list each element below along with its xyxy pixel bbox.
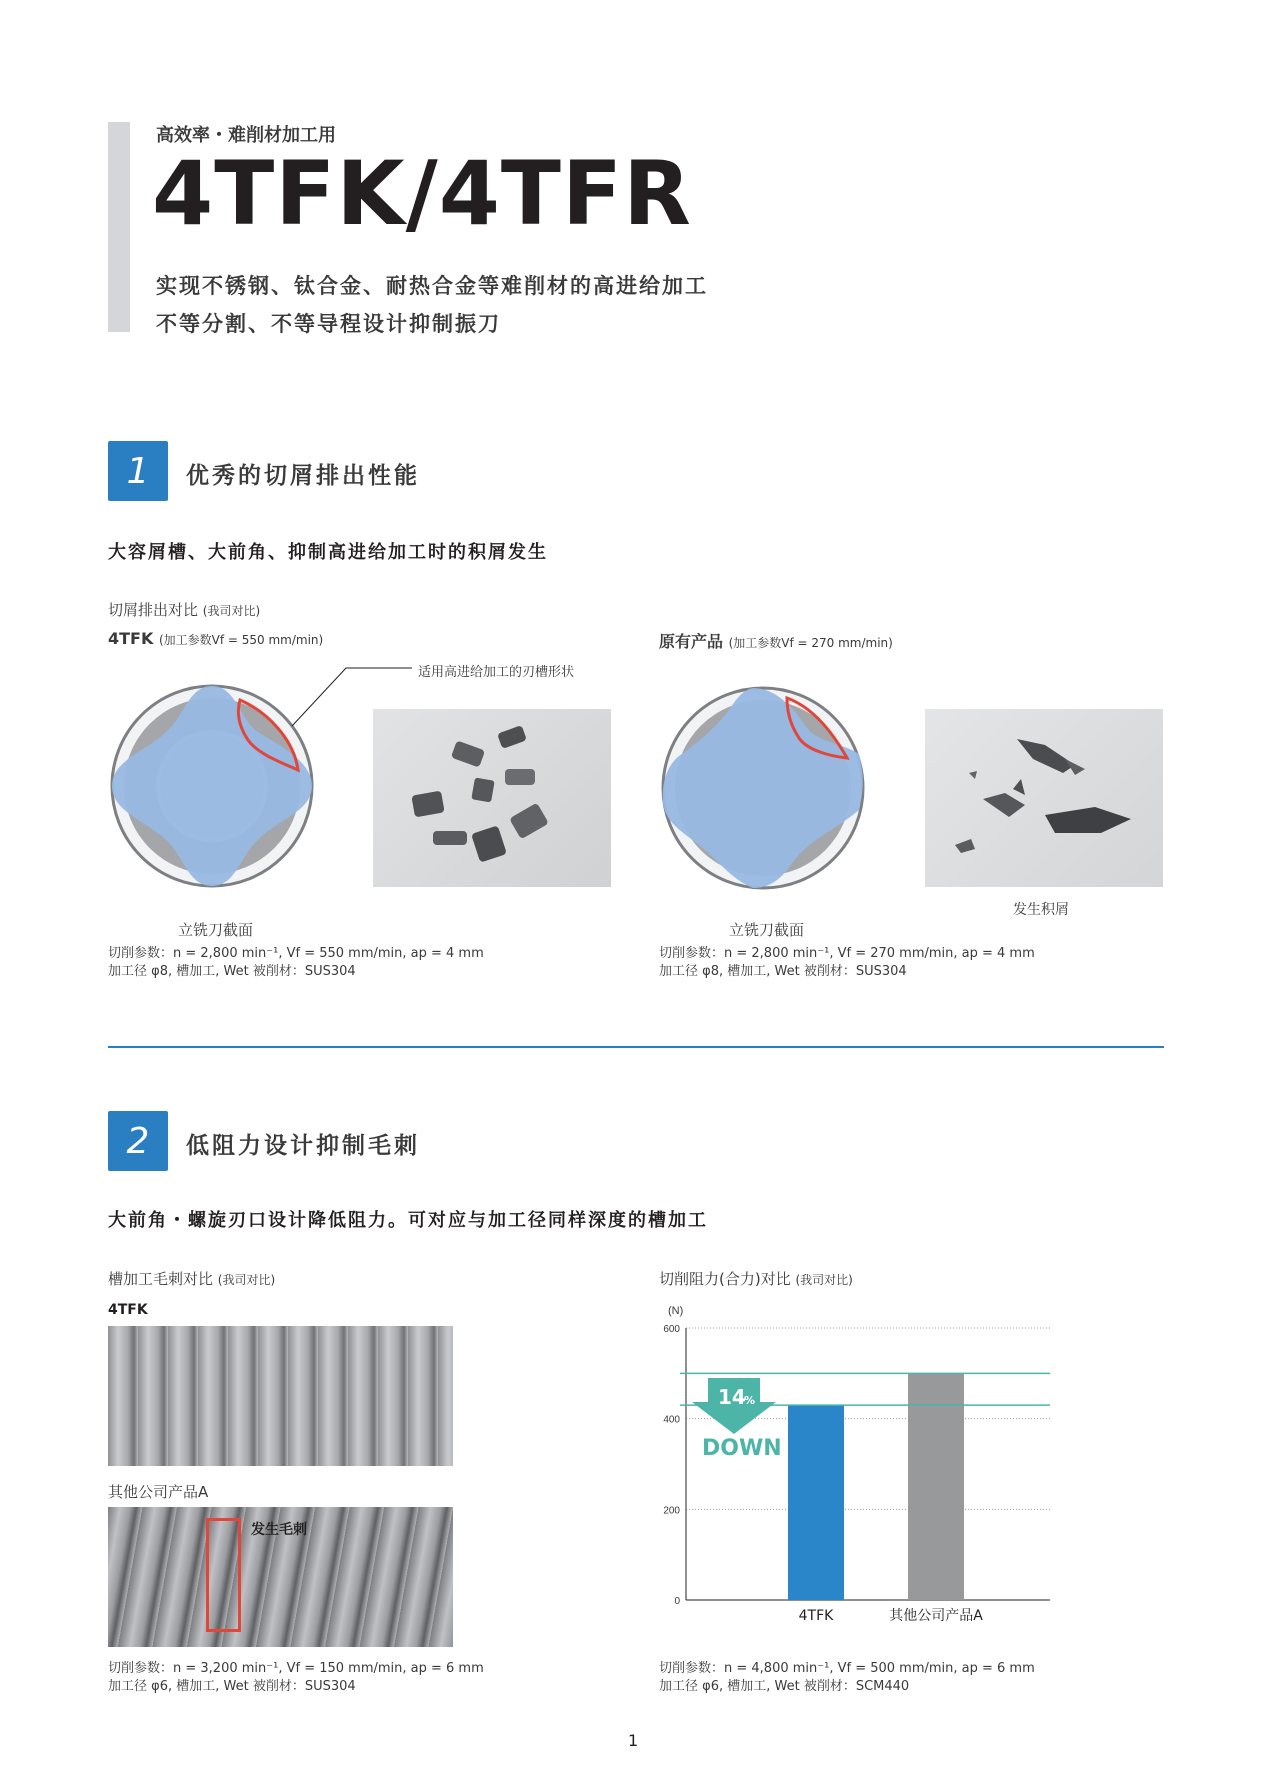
chip-fragments-illustration <box>373 709 611 887</box>
chip-compare-note: (我司对比) <box>202 604 261 618</box>
reduction-unit: % <box>744 1394 756 1407</box>
y-tick-label: 400 <box>663 1414 680 1426</box>
old-product-cross-section-diagram <box>659 680 869 910</box>
chip-photo-4tfk <box>373 709 611 887</box>
chip-photo-old-product <box>925 709 1163 887</box>
section2-number: 2 <box>108 1111 168 1171</box>
title-accent-bar <box>108 122 130 332</box>
chart-bars <box>788 1373 964 1600</box>
burr-cond-line2: 加工径 φ6, 槽加工, Wet 被削材：SUS304 <box>108 1679 356 1694</box>
groove-photo-4tfk <box>108 1326 453 1466</box>
product-subtitle: 高效率・难削材加工用 <box>156 125 336 146</box>
section1-number: 1 <box>108 441 168 501</box>
burr-tag: 发生毛刺 <box>251 1522 307 1538</box>
chart-x-labels <box>799 1607 984 1624</box>
left-product-params: (加工参数Vf = 550 mm/min) <box>158 633 324 647</box>
4tfk-cross-section-diagram <box>108 670 318 910</box>
section1-title: 优秀的切屑排出性能 <box>186 463 420 489</box>
chart-y-unit: (N) <box>668 1305 684 1317</box>
burr-highlight-box <box>206 1518 241 1632</box>
x-label-0: 4TFK <box>798 1608 834 1624</box>
chip-compare-heading <box>108 599 260 620</box>
left-product-heading <box>108 629 323 648</box>
flute-shape-callout: 适用高进给加工的刃槽形状 <box>418 665 575 680</box>
right-product-heading <box>659 629 893 652</box>
product-desc-line2: 不等分割、不等导程设计抑制振刀 <box>156 312 501 336</box>
bar-1 <box>908 1373 964 1600</box>
chart-y-ticks <box>663 1324 680 1607</box>
built-up-chip-illustration <box>925 709 1163 887</box>
right-cond-line2: 加工径 φ8, 槽加工, Wet 被削材：SUS304 <box>659 964 907 979</box>
left-product-name: 4TFK <box>108 629 154 648</box>
section2-title: 低阻力设计抑制毛刺 <box>186 1133 420 1159</box>
chart-gridlines <box>686 1328 1050 1600</box>
bar-0 <box>788 1405 844 1600</box>
groove-photo2-label: 其他公司产品A <box>108 1483 209 1501</box>
product-desc-line1: 实现不锈钢、钛合金、耐热合金等难削材的高进给加工 <box>156 274 708 298</box>
reduction-text: DOWN <box>702 1436 782 1461</box>
y-tick-label: 600 <box>663 1324 680 1335</box>
force-cond-line1: 切削参数：n = 4,800 min⁻¹, Vf = 500 mm/min, ap = 6 mm <box>659 1661 1035 1676</box>
force-cond-line2: 加工径 φ6, 槽加工, Wet 被削材：SCM440 <box>659 1679 910 1694</box>
section1-lead: 大容屑槽、大前角、抑制高进给加工时的积屑发生 <box>108 542 548 563</box>
y-tick-label: 0 <box>674 1596 680 1607</box>
right-product-params: (加工参数Vf = 270 mm/min) <box>728 636 893 650</box>
burr-compare-note: (我司对比) <box>217 1273 276 1287</box>
reduction-value: 14 <box>718 1385 746 1409</box>
y-tick-label: 200 <box>663 1505 680 1517</box>
left-section-label: 立铣刀截面 <box>178 921 254 939</box>
left-cond-line2: 加工径 φ8, 槽加工, Wet 被削材：SUS304 <box>108 964 356 979</box>
built-up-chip-label: 发生积屑 <box>1013 902 1069 918</box>
chip-compare-label: 切屑排出对比 <box>108 601 199 619</box>
section-divider <box>108 1046 1164 1048</box>
x-label-1: 其他公司产品A <box>889 1608 983 1624</box>
burr-cond-line1: 切削参数：n = 3,200 min⁻¹, Vf = 150 mm/min, ap = 6 mm <box>108 1661 484 1676</box>
force-compare-label: 切削阻力(合力)对比 <box>659 1270 791 1288</box>
right-section-label: 立铣刀截面 <box>729 921 805 939</box>
right-product-name: 原有产品 <box>659 632 724 651</box>
page-number: 1 <box>628 1731 639 1750</box>
right-cond-line1: 切削参数：n = 2,800 min⁻¹, Vf = 270 mm/min, ap = 4 mm <box>659 946 1035 961</box>
burr-compare-label: 槽加工毛刺对比 <box>108 1270 214 1288</box>
force-compare-heading <box>659 1268 853 1289</box>
burr-compare-heading <box>108 1268 275 1289</box>
product-title: 4TFK/4TFR <box>152 142 692 245</box>
groove-photo1-label: 4TFK <box>108 1302 148 1318</box>
left-cond-line1: 切削参数：n = 2,800 min⁻¹, Vf = 550 mm/min, ap = 4 mm <box>108 946 484 961</box>
section2-lead: 大前角・螺旋刃口设计降低阻力。可对应与加工径同样深度的槽加工 <box>108 1210 708 1231</box>
force-compare-note: (我司对比) <box>795 1273 853 1287</box>
cutting-force-chart <box>640 1300 1080 1640</box>
chart-down-annotation <box>692 1378 782 1461</box>
